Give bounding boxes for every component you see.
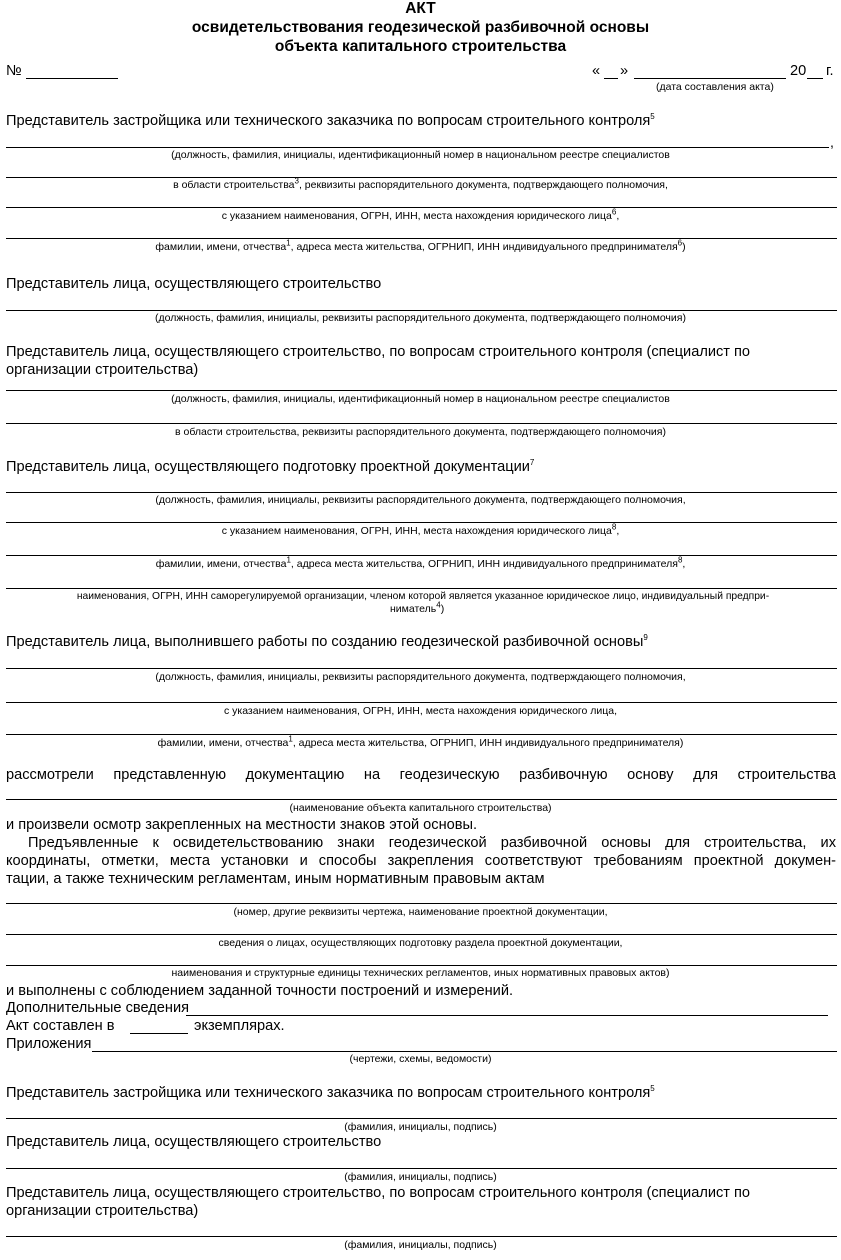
body-line2[interactable] [6,934,837,935]
copies-field[interactable] [130,1033,188,1034]
section1-caption3: с указанием наименования, ОГРН, ИНН, места нахождения юридического лица$^6$, [221,207,620,222]
accuracy-text: и выполнены с соблюдением заданной точности построений и измерений. [6,983,514,999]
attachments-field[interactable] [92,1051,837,1052]
section2-caption1: (должность, фамилия, инициалы, реквизиты распорядительного документа, подтверждающего полномочия) [155,312,686,324]
section3-line1[interactable] [6,390,837,391]
attachments-caption: (чертежи, схемы, ведомости) [349,1053,492,1065]
section1-line3[interactable] [6,207,837,208]
section4-line2[interactable] [6,522,837,523]
date-day-field[interactable] [604,78,618,79]
section3-caption1: (должность, фамилия, инициалы, идентификационный номер в национальном реестре специалистов [171,393,670,405]
section5-caption1: (должность, фамилия, инициалы, реквизиты распорядительного документа, подтверждающего полномочия, [155,671,686,683]
body-line1[interactable] [6,903,837,904]
date-quote-open: « [592,63,601,79]
section3-heading-line1: Представитель лица, осуществляющего строительство, по вопросам строительного контроля (специалист по [6,344,751,360]
sig3-heading-line1: Представитель лица, осуществляющего строительство, по вопросам строительного контроля (специалист по [6,1185,751,1201]
number-label: № [6,63,22,79]
section4-heading: Представитель лица, осуществляющего подготовку проектной документации$^7$ [6,458,535,475]
section1-trail-comma: , [830,134,834,150]
reviewed-text: рассмотрели представленную документацию на геодезическую разбивочную основу для строительства [6,767,836,783]
sig2-caption: (фамилия, инициалы, подпись) [344,1171,497,1183]
body-caption3: наименования и структурные единицы технических регламентов, иных нормативных правовых актов) [171,967,670,979]
section1-line1[interactable] [6,147,829,148]
copies-prefix: Акт составлен в [6,1018,115,1034]
section4-caption4: наименования, ОГРН, ИНН саморегулируемой организации, членом которой является указанное юридическое лицо, индивидуальный предпри- [76,591,770,602]
section4-line4[interactable] [6,588,837,589]
section2-line1[interactable] [6,310,837,311]
section4-caption1: (должность, фамилия, инициалы, реквизиты распорядительного документа, подтверждающего полномочия, [155,494,686,506]
para-line1: Предъявленные к освидетельствованию знаки геодезической разбивочной основы для строительства, их [28,835,836,851]
section5-caption3: фамилии, имени, отчества$^1$, адреса места жительства, ОГРНИП, ИНН индивидуального предпринимателя) [157,734,684,749]
section1-caption2: в области строительства$^3$, реквизиты распорядительного документа, подтверждающего полномочия, [173,176,668,191]
date-month-field[interactable] [634,78,786,79]
body-caption2: сведения о лицах, осуществляющих подготовку раздела проектной документации, [218,937,623,949]
section5-line1[interactable] [6,668,837,669]
sig1-caption: (фамилия, инициалы, подпись) [344,1121,497,1133]
section4-caption5: ниматель$^4$) [390,600,445,615]
section3-line2[interactable] [6,423,837,424]
date-year-field[interactable] [807,78,823,79]
number-field[interactable] [26,78,118,79]
section3-heading-line2: организации строительства) [6,362,199,378]
section1-line2[interactable] [6,177,837,178]
body-line3[interactable] [6,965,837,966]
para-line3: тации, а также техническим регламентам, иным нормативным правовым актам [6,871,545,887]
sig2-line[interactable] [6,1168,837,1169]
section1-caption4: фамилии, имени, отчества$^1$, адреса места жительства, ОГРНИП, ИНН индивидуального предпринимателя$^6$) [155,238,686,253]
date-year-prefix: 20 [790,63,807,79]
sig3-heading-line2: организации строительства) [6,1203,199,1219]
body-caption1: (номер, другие реквизиты чертежа, наименование проектной документации, [233,906,608,918]
sig3-line[interactable] [6,1236,837,1237]
date-quote-close: » [620,63,629,79]
section5-line3[interactable] [6,734,837,735]
sig1-line[interactable] [6,1118,837,1119]
para-line2: координаты, отметки, места установки и способы закрепления соответствуют требованиям проектной докумен- [6,853,836,869]
inspected-text: и произвели осмотр закрепленных на местности знаков этой основы. [6,817,478,833]
date-year-suffix: г. [826,63,834,79]
additional-label: Дополнительные сведения [6,1000,190,1016]
attachments-label: Приложения [6,1036,92,1052]
sig3-caption: (фамилия, инициалы, подпись) [344,1239,497,1251]
section3-caption2: в области строительства, реквизиты распорядительного документа, подтверждающего полномочия) [175,426,666,438]
section4-caption3: фамилии, имени, отчества$^1$, адреса места жительства, ОГРНИП, ИНН индивидуального предпринимателя$^8$, [155,555,686,570]
additional-field[interactable] [186,1015,828,1016]
doc-title: АКТ [405,0,436,17]
sig2-heading: Представитель лица, осуществляющего строительство [6,1134,382,1150]
section4-line3[interactable] [6,555,837,556]
doc-title-line2: освидетельствования геодезической разбивочной основы [191,19,650,36]
section4-line1[interactable] [6,492,837,493]
section1-line4[interactable] [6,238,837,239]
date-caption: (дата составления акта) [656,81,774,93]
section5-heading: Представитель лица, выполнившего работы по созданию геодезической разбивочной основы$^9$ [6,633,648,650]
section5-caption2: с указанием наименования, ОГРН, ИНН, места нахождения юридического лица, [223,705,618,717]
section4-caption2: с указанием наименования, ОГРН, ИНН, места нахождения юридического лица$^8$, [221,522,620,537]
sig1-heading: Представитель застройщика или технического заказчика по вопросам строительного контроля$^5$ [6,1084,655,1101]
copies-suffix: экземплярах. [194,1018,285,1034]
doc-title-line3: объекта капитального строительства [274,38,567,55]
section2-heading: Представитель лица, осуществляющего строительство [6,276,382,292]
object-name-line[interactable] [6,799,837,800]
section5-line2[interactable] [6,702,837,703]
section1-caption1: (должность, фамилия, инициалы, идентификационный номер в национальном реестре специалистов [171,149,670,161]
object-name-caption: (наименование объекта капитального строительства) [289,802,552,814]
section1-heading: Представитель застройщика или технического заказчика по вопросам строительного контроля$^5$ [6,112,655,129]
